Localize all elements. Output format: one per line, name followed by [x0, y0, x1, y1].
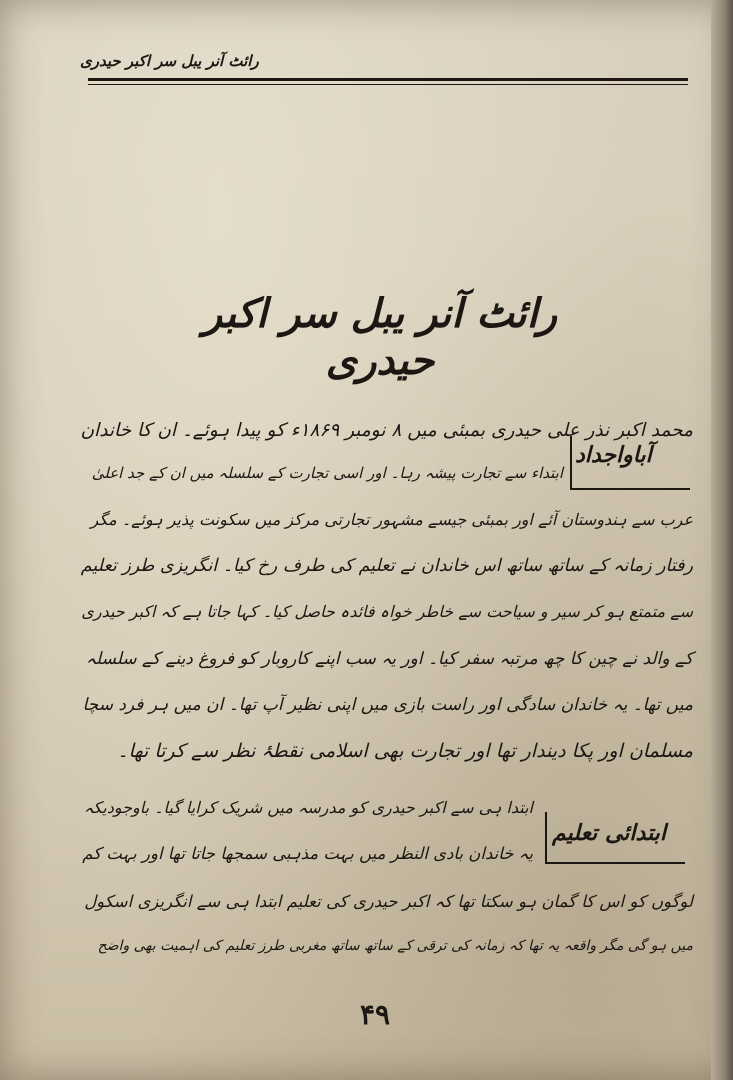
paragraph-line: ابتدا ہی سے اکبر حیدری کو مدرسہ میں شریک کرایا گیا۔ باوجودیکہ	[84, 798, 533, 817]
paragraph-line: میں تھا۔ یہ خاندان سادگی اور راست بازی میں اپنی نظیر آپ تھا۔ ان میں ہر فرد سچا	[82, 695, 693, 715]
paragraph-line: ابتداء سے تجارت پیشہ رہا۔ اور اسی تجارت کے سلسلہ میں ان کے جد اعلیٰ	[91, 464, 563, 482]
paragraph-line: رفتار زمانہ کے ساتھ ساتھ اس خاندان نے تعلیم کی طرف رخ کیا۔ انگریزی طرز تعلیم	[80, 556, 693, 576]
page-binding-edge	[711, 0, 733, 1080]
page-number: ۴۹	[359, 998, 391, 1031]
page-title: رائٹ آنر یبل سر اکبر حیدری	[202, 290, 558, 384]
paragraph-line: محمد اکبر نذر علی حیدری بمبئی میں ۸ نومبر ۱۸۶۹ء کو پیدا ہوئے۔ ان کا خاندان	[80, 420, 693, 441]
section-heading-box-bottom	[545, 862, 685, 864]
paragraph-line: لوگوں کو اس کا گمان ہو سکتا تھا کہ اکبر حیدری کی تعلیم ابتدا ہی سے انگریزی اسکول	[84, 892, 693, 911]
header-rule	[88, 78, 688, 81]
paragraph-line: سے متمتع ہو کر سیر و سیاحت سے خاطر خواہ فائدہ حاصل کیا۔ کہا جاتا ہے کہ اکبر حیدری	[81, 602, 693, 621]
section-heading-box-left	[545, 812, 551, 864]
section-heading-box-bottom	[570, 488, 690, 490]
paragraph-line: مسلمان اور پکا دیندار تھا اور تجارت بھی اسلامی نقطۂ نظر سے کرتا تھا۔	[117, 740, 693, 762]
section-heading-ancestors: آباواجداد	[575, 442, 652, 468]
paragraph-line: یہ خاندان بادی النظر میں بہت مذہبی سمجھا جاتا تھا اور بہت کم	[82, 844, 533, 863]
section-heading-box-left	[570, 436, 576, 488]
running-head: رائٹ آنر یبل سر اکبر حیدری	[80, 52, 259, 70]
section-heading-early-education: ابتدائی تعلیم	[552, 820, 666, 846]
paragraph-line: میں ہو گی مگر واقعہ یہ تھا کہ زمانہ کی ترقی کے ساتھ ساتھ مغربی طرز تعلیم کی اہمیت بھی واضح	[97, 938, 693, 954]
paragraph-line: عرب سے ہندوستان آئے اور بمبئی جیسے مشہور تجارتی مرکز میں سکونت پذیر ہوئے۔ مگر	[90, 510, 693, 529]
paragraph-line: کے والد نے چین کا چھ مرتبہ سفر کیا۔ اور یہ سب اپنے کاروبار کو فروغ دینے کے سلسلہ	[86, 649, 693, 669]
header-rule-thin	[88, 84, 688, 85]
